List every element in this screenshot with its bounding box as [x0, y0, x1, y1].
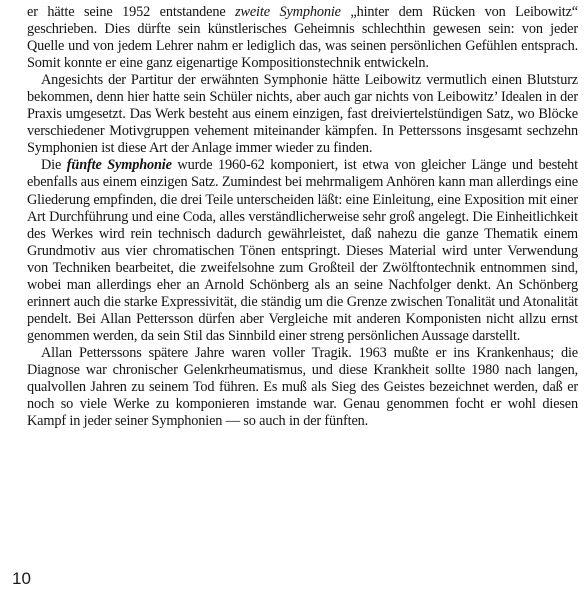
paragraph-1 — [27, 4, 578, 72]
paragraph-3-text-a: Die — [41, 157, 67, 174]
paragraph-1-text-a: er hätte seine 1952 entstandene — [27, 4, 236, 20]
paragraph-4-text: Allan Petterssons spätere Jahre waren voller Tragik. 1963 mußte er ins Krankenhaus; die Diagnose war chronischer Gelenkrheumatismus, und diese Krankheit sollte 1980 nach langen, qualvollen Jahren zu seinem Tod führen. Es muß als Sieg des Geistes bezeichnet werden, daß er noch so viele Werke zu komponieren imstande war. Genau genommen focht er wohl diesen Kampf in jeder seiner Symphonien — so auch in der fünften. — [27, 344, 578, 430]
page-number: 10 — [12, 569, 31, 588]
paragraph-2-text: Angesichts der Partitur der erwähnten Symphonie hätte Leibowitz vermutlich einen Blutsturz bekommen, denn hier hatte sein Schüler nichts, aber auch gar nichts von Leibowitz’ Idealen in der Praxis umgesetzt. Das Werk besteht aus einem einzigen, fast dreiviertelstündigen Satz, wo Blöcke verschiedener Motivgruppen vehement miteinander kämpfen. In Petterssons insgesamt sechzehn Symphonien ist diese Art der Anlage immer wieder zu finden. — [27, 72, 578, 157]
work-title-fifth-symphony: fünfte Symphonie — [66, 157, 172, 174]
paragraph-4 — [27, 345, 578, 430]
paragraph-1-text-b: „hinter dem Rücken von Leibowitz“ geschrieben. Dies dürfte sein künstlerisches Geheimnis schlechthin gewesen sein: von jeder Quelle und von jedem Lehrer nahm er lediglich das, was seinen persönlichen Gefühlen entsprach. Somit konnte er eine ganz eigenartige Kompositionstechnik entwickeln. — [27, 4, 578, 72]
paragraph-2 — [27, 72, 578, 157]
work-title-second-symphony: zweite Symphonie — [235, 4, 341, 20]
paragraph-3-text-b: wurde 1960-62 komponiert, ist etwa von gleicher Länge und besteht ebenfalls aus einem einzigen Satz. Zumindest bei mehrmaligem Anhören kann man allerdings eine Gliederung empfinden, die drei Teile unterscheiden läßt: eine Einleitung, eine Exposition mit einer Art Durchführung und eine Coda, alles verständlicherweise sehr groß angelegt. Die Einheitlichkeit des Werkes wird rein technisch dadurch gewährleistet, daß nahezu die ganze Thematik einem Grundmotiv aus vier chromatischen Tönen entspringt. Dieses Material wird unter Verwendung von Techniken bearbeitet, die zweifelsohne zum Großteil der Zwölftontechnik entnommen sind, wobei man allerdings eher an Arnold Schönberg als an seine Nachfolger denkt. An Schönberg erinnert auch die starke Expressivität, die ständig um die Grenze zwischen Tonalität und Atonalität pendelt. Bei Allan Pettersson dürfen aber Vergleiche mit anderen Komponisten nicht allzu ernst genommen werden, da sein Stil das Sinnbild einer streng persönlichen Aussage darstellt. — [27, 157, 579, 344]
body-text — [27, 4, 578, 430]
paragraph-3 — [27, 157, 578, 345]
